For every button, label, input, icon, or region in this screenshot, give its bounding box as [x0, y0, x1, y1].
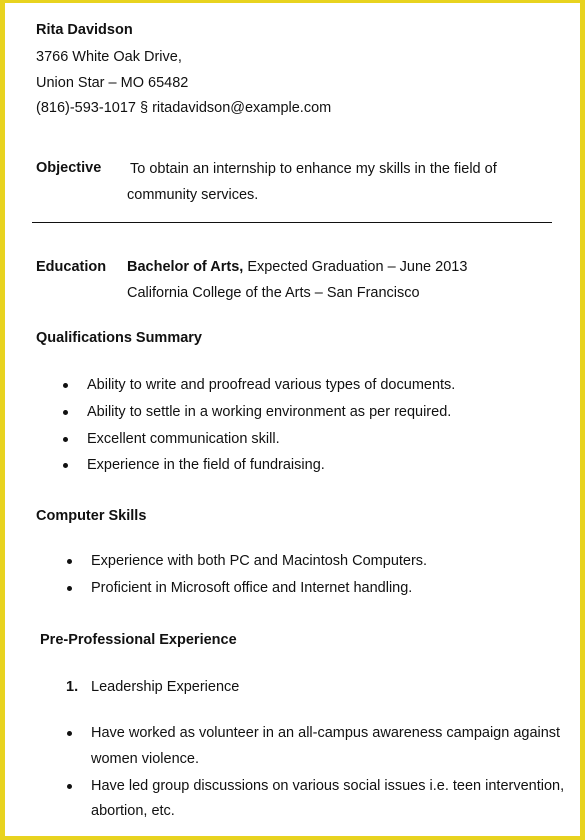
qualification-item: Ability to settle in a working environment as per required.: [87, 404, 452, 420]
objective-line-1: To obtain an internship to enhance my skills in the field of: [130, 161, 497, 177]
candidate-name: Rita Davidson: [36, 22, 133, 38]
experience-item-line-1: Have worked as volunteer in an all-campus awareness campaign against: [91, 725, 561, 741]
degree-name: Bachelor of Arts,: [127, 259, 244, 275]
experience-item-line-2: women violence.: [91, 751, 199, 767]
graduation-date: Expected Graduation – June 2013: [243, 259, 468, 275]
computer-skill-item: Experience with both PC and Macintosh Computers.: [91, 553, 428, 569]
bullet-icon: [63, 383, 68, 388]
bullet-icon: [63, 463, 68, 468]
school-name: California College of the Arts – San Francisco: [127, 285, 420, 301]
qualifications-heading: Qualifications Summary: [36, 330, 202, 346]
address-line-1: 3766 White Oak Drive,: [36, 49, 182, 65]
experience-title: Leadership Experience: [91, 679, 240, 695]
section-divider: [32, 222, 552, 223]
address-line-2: Union Star – MO 65482: [36, 75, 189, 91]
education-degree-line: [127, 258, 467, 276]
education-heading: Education: [36, 259, 107, 275]
computer-skills-heading: Computer Skills: [36, 508, 147, 524]
bullet-icon: [63, 437, 68, 442]
computer-skill-item: Proficient in Microsoft office and Internet handling.: [91, 580, 413, 596]
objective-line-2: community services.: [127, 187, 259, 203]
bullet-icon: [63, 410, 68, 415]
qualification-item: Excellent communication skill.: [87, 431, 280, 447]
bullet-icon: [67, 731, 72, 736]
phone-email: (816)-593-1017 § ritadavidson@example.com: [36, 100, 332, 116]
objective-heading: Objective: [36, 160, 102, 176]
bullet-icon: [67, 586, 72, 591]
experience-item-line-1: Have led group discussions on various social issues i.e. teen intervention,: [91, 778, 565, 794]
experience-heading: Pre-Professional Experience: [40, 632, 237, 648]
experience-item-line-2: abortion, etc.: [91, 803, 175, 819]
bullet-icon: [67, 784, 72, 789]
qualification-item: Ability to write and proofread various types of documents.: [87, 377, 456, 393]
qualification-item: Experience in the field of fundraising.: [87, 457, 325, 473]
numbered-marker: 1.: [66, 679, 79, 695]
resume-page: [5, 3, 580, 836]
bullet-icon: [67, 559, 72, 564]
